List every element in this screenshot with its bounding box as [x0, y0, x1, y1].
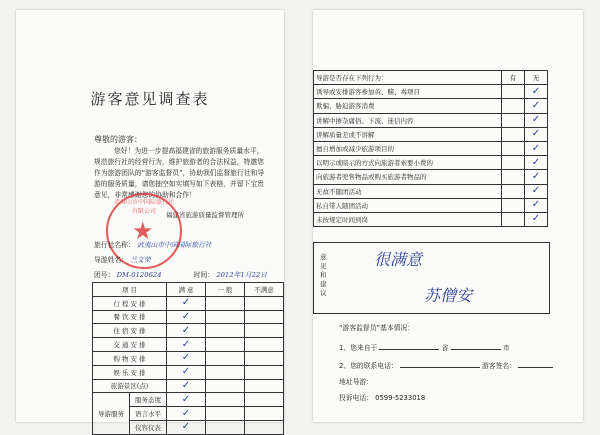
- row-label: 旅游景区(点): [93, 379, 167, 393]
- table-row: [93, 351, 284, 365]
- table-row: [93, 338, 284, 352]
- empty-cell[interactable]: [502, 141, 525, 155]
- address-label: 地址导游：: [339, 378, 373, 386]
- empty-cell[interactable]: [502, 156, 525, 170]
- guide-value: 兰文荣: [130, 256, 151, 264]
- row-label: 服务态度: [130, 393, 167, 407]
- empty-cell[interactable]: [245, 296, 284, 310]
- row-label: 交 通 安 排: [93, 338, 167, 352]
- table-row: [93, 310, 284, 324]
- empty-cell[interactable]: [245, 324, 284, 338]
- empty-cell[interactable]: [206, 324, 245, 338]
- phone-field[interactable]: [400, 367, 480, 368]
- table-row: [314, 127, 548, 141]
- row-label: 擅自增加或减少旅游项目的: [314, 141, 502, 155]
- phone-row: [339, 360, 553, 370]
- col-no: 无: [525, 71, 548, 85]
- row-label: 无故不随团活动: [314, 184, 502, 198]
- row-label: 以明示或暗示的方式向旅游者索要小费的: [314, 156, 502, 170]
- agency-value: 武夷山市中国国际旅行社: [136, 241, 212, 249]
- col-unsatisfied: 不满意: [245, 283, 284, 297]
- row-label: 向旅游者兜售物品或购买旅游者物品的: [314, 170, 502, 184]
- signature-field[interactable]: [518, 367, 553, 368]
- check-mark[interactable]: ✓: [525, 127, 548, 141]
- agency-row: [94, 239, 212, 249]
- row-label: 住 宿 安 排: [93, 324, 167, 338]
- empty-cell[interactable]: [502, 198, 525, 212]
- check-mark[interactable]: ✓: [167, 365, 206, 379]
- opinion-handwriting: 很满意: [374, 250, 423, 269]
- empty-cell[interactable]: [502, 127, 525, 141]
- origin-row: [339, 342, 510, 352]
- empty-cell[interactable]: [245, 338, 284, 352]
- guide-label: 导游姓名：: [94, 256, 128, 264]
- check-mark[interactable]: ✓: [525, 141, 548, 155]
- check-mark[interactable]: ✓: [525, 113, 548, 127]
- agency-label: 旅行社名称：: [94, 241, 135, 249]
- origin-prefix: 1、您来自于: [339, 344, 378, 352]
- time-label: 时间：: [193, 271, 215, 279]
- row-label: 讲解中掺杂庸俗、下流、迷信内容: [314, 113, 502, 127]
- check-mark[interactable]: ✓: [525, 99, 548, 113]
- table-row: [93, 296, 284, 310]
- check-mark[interactable]: ✓: [167, 324, 206, 338]
- seal-text: 武夷山市中国际旅行社有限公司: [114, 199, 175, 215]
- empty-cell[interactable]: [245, 310, 284, 324]
- table-row: [314, 198, 548, 212]
- table-row: [314, 85, 548, 99]
- empty-cell[interactable]: [502, 99, 525, 113]
- table-row: [314, 212, 548, 226]
- table-row: [314, 170, 548, 184]
- check-mark[interactable]: ✓: [525, 198, 548, 212]
- row-label: 欺骗、胁迫游客消费: [314, 99, 502, 113]
- check-mark[interactable]: ✓: [167, 296, 206, 310]
- table-row: [93, 324, 284, 338]
- row-label: 私自带人随团活动: [314, 198, 502, 212]
- empty-cell[interactable]: [206, 351, 245, 365]
- empty-cell[interactable]: [206, 310, 245, 324]
- salutation: 尊敬的游客：: [94, 135, 142, 144]
- col-item: 项 目: [93, 283, 167, 297]
- group-value: DM-0120624: [116, 271, 162, 279]
- city-label: 市: [502, 344, 510, 352]
- check-mark[interactable]: ✓: [167, 393, 206, 407]
- complaint-phone: 0599-5233018: [375, 394, 426, 402]
- table-row: [93, 379, 284, 393]
- supervisor-title: “游客监督员”基本情况：: [339, 324, 415, 332]
- col-behavior: 导游是否存在下列行为：: [314, 71, 502, 85]
- empty-cell[interactable]: [206, 365, 245, 379]
- check-mark[interactable]: ✓: [167, 310, 206, 324]
- check-mark[interactable]: ✓: [525, 156, 548, 170]
- check-mark[interactable]: ✓: [167, 338, 206, 352]
- empty-cell[interactable]: [206, 420, 245, 434]
- intro-paragraph: 您好！为进一步提高福建省的旅游服务质量水平，规范旅行社的经营行为，维护旅游者的合法权益，特邀您作为旅游团队的“游客监督员”，协助我们监督旅行社和导游的服务质量，请您抽空如实填写如下表格，并留下宝贵意见，非常感谢您的协助和合作！: [94, 147, 265, 199]
- complaint-label: 投诉电话：: [339, 394, 373, 402]
- row-label: 行 程 安 排: [93, 296, 167, 310]
- empty-cell[interactable]: [206, 407, 245, 421]
- check-mark[interactable]: ✓: [167, 407, 206, 421]
- check-mark[interactable]: ✓: [167, 379, 206, 393]
- table-row: [93, 393, 284, 407]
- guide-row: [94, 254, 151, 264]
- empty-cell[interactable]: [502, 85, 525, 99]
- tourist-signature: 苏僧安: [424, 286, 473, 305]
- group-label: 团号：: [94, 271, 115, 279]
- signature-label: 游客签名：: [482, 362, 517, 370]
- row-label: 购 物 安 排: [93, 351, 167, 365]
- survey-sheet-left: [16, 10, 284, 433]
- check-mark[interactable]: ✓: [167, 351, 206, 365]
- time-value: 2012年1月22日: [216, 271, 267, 279]
- behavior-table: [313, 70, 548, 227]
- empty-cell[interactable]: [502, 113, 525, 127]
- check-mark[interactable]: ✓: [525, 184, 548, 198]
- table-row: [93, 365, 284, 379]
- opinion-label: 意见和建议: [320, 253, 327, 297]
- col-average: 一 般: [206, 283, 245, 297]
- check-mark[interactable]: ✓: [167, 420, 206, 434]
- empty-cell[interactable]: [245, 351, 284, 365]
- check-mark[interactable]: ✓: [525, 170, 548, 184]
- col-satisfied: 满 意: [167, 283, 206, 297]
- table-header-row: [93, 283, 284, 297]
- check-mark[interactable]: ✓: [525, 212, 548, 226]
- phone-label: 2、您的联系电话：: [339, 362, 398, 370]
- guide-service-group: 导游服务: [93, 393, 130, 434]
- empty-cell[interactable]: [206, 296, 245, 310]
- row-label: 语言水平: [130, 407, 167, 421]
- province-label: 省: [441, 344, 449, 352]
- star-icon: ★: [132, 217, 154, 245]
- table-row: [314, 141, 548, 155]
- row-label: 仪容仪表: [130, 420, 167, 434]
- col-yes: 有: [502, 71, 525, 85]
- empty-cell[interactable]: [206, 338, 245, 352]
- table-row: [314, 156, 548, 170]
- row-label: 餐 饮 安 排: [93, 310, 167, 324]
- row-label: 娱 乐 安 排: [93, 365, 167, 379]
- empty-cell[interactable]: [502, 170, 525, 184]
- empty-cell[interactable]: [245, 393, 284, 407]
- bureau-name: 福建省旅游质量监督管理所: [166, 211, 244, 219]
- province-field[interactable]: [379, 349, 439, 350]
- table-header-row: [314, 71, 548, 85]
- row-label: 讲解质量差或不讲解: [314, 127, 502, 141]
- complaint-row: [339, 392, 425, 402]
- empty-cell[interactable]: [502, 212, 525, 226]
- survey-sheet-right: [313, 10, 583, 422]
- row-label: 未按规定时间到岗: [314, 212, 502, 226]
- empty-cell[interactable]: [245, 379, 284, 393]
- page-title: 游客意见调查表: [90, 90, 210, 108]
- empty-cell[interactable]: [206, 393, 245, 407]
- row-label: 诱导或安排游客参加黄、赌、毒项目: [314, 85, 502, 99]
- table-row: [314, 99, 548, 113]
- empty-cell[interactable]: [245, 365, 284, 379]
- empty-cell[interactable]: [245, 407, 284, 421]
- table-row: [314, 184, 548, 198]
- city-field[interactable]: [451, 349, 501, 350]
- empty-cell[interactable]: [245, 420, 284, 434]
- group-row: [94, 269, 267, 279]
- opinion-box[interactable]: [313, 242, 550, 314]
- empty-cell[interactable]: [206, 379, 245, 393]
- table-row: [314, 113, 548, 127]
- rating-table: [92, 282, 284, 435]
- empty-cell[interactable]: [502, 184, 525, 198]
- check-mark[interactable]: ✓: [525, 85, 548, 99]
